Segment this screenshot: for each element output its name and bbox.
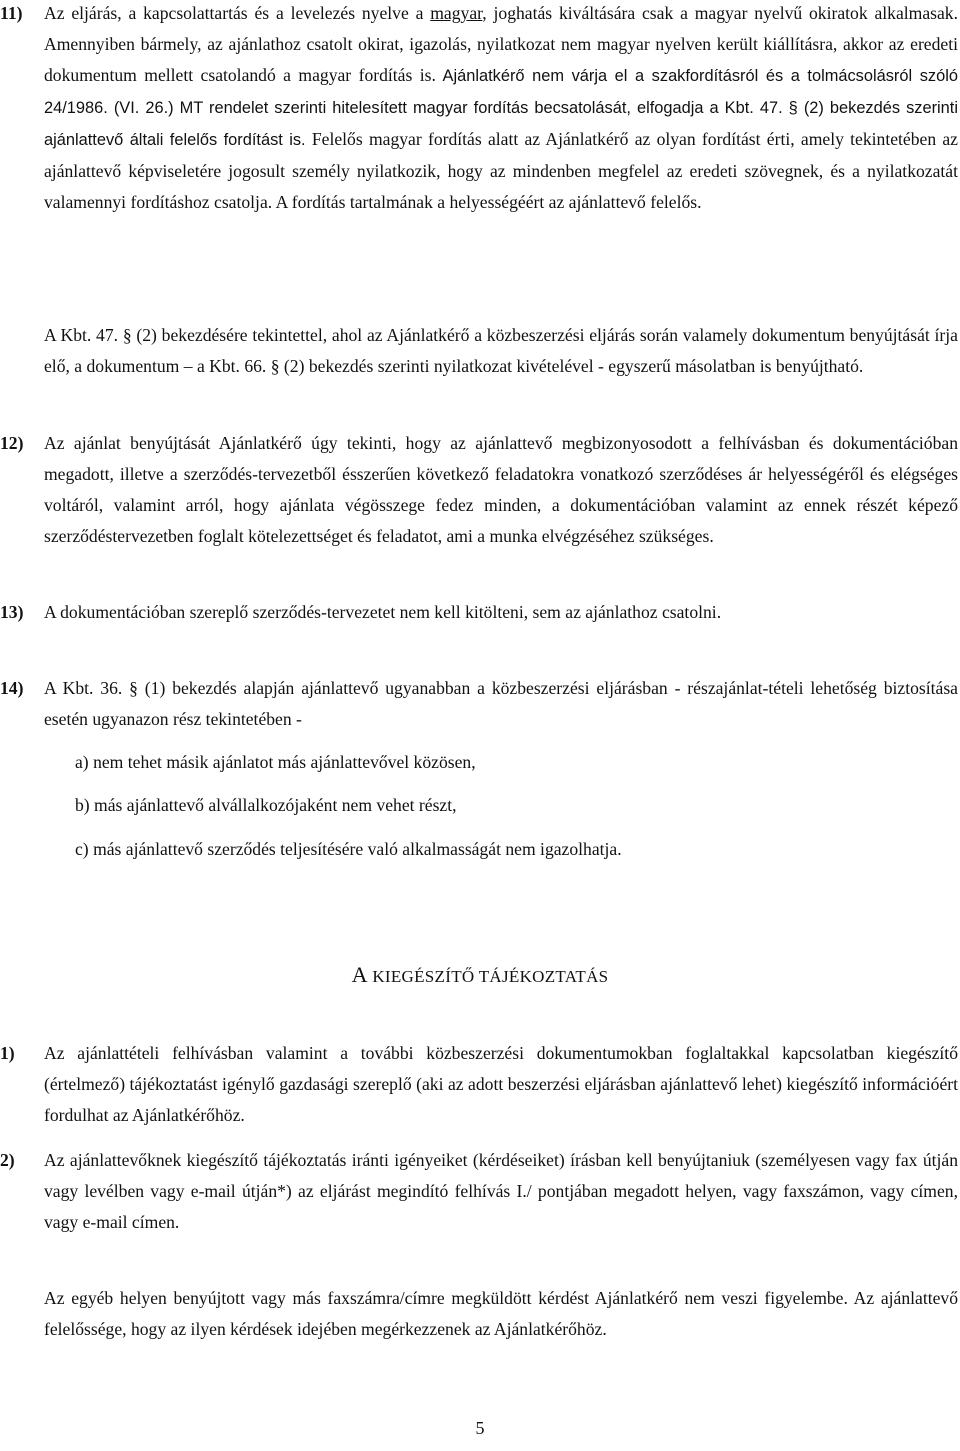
item-number: 1) (0, 1043, 15, 1063)
list-item-11 (0, 0, 958, 218)
list-item-14 (0, 673, 958, 735)
item-2-paragraph-2: Az egyéb helyen benyújtott vagy más faxszámra/címre megküldött kérdést Ajánlatkérő nem veszi figyelembe. Az ajánlattevő felelőssége, hogy az ilyen kérdések idejében megérkezzenek az Ajánlatkérőhöz. (44, 1288, 958, 1339)
sub-item-a: a) nem tehet másik ajánlatot más ajánlattevővel közösen, (75, 752, 476, 772)
section-heading: A KIEGÉSZÍTŐ TÁJÉKOZTATÁS (351, 962, 609, 987)
item-text: A Kbt. 36. § (1) bekezdés alapján ajánlattevő ugyanabban a közbeszerzési eljárásban - részajánlat-tételi lehetőség biztosítása esetén ugyanazon rész tekintetében - (44, 678, 958, 729)
list-item-12 (0, 428, 958, 552)
sub-item-c: c) más ajánlattevő szerződés teljesítésére való alkalmasságát nem igazolhatja. (75, 839, 622, 859)
list-item-1 (0, 1038, 958, 1131)
item-text: A dokumentációban szereplő szerződés-tervezetet nem kell kitölteni, sem az ajánlathoz csatolni. (44, 602, 722, 622)
item-number: 12) (0, 433, 24, 453)
item-number: 11) (0, 3, 23, 23)
list-item-13 (0, 597, 958, 628)
item-11-paragraph-2: A Kbt. 47. § (2) bekezdésére tekintettel, ahol az Ajánlatkérő a közbeszerzési eljárás során valamely dokumentum benyújtását írja elő, a dokumentum – a Kbt. 66. § (2) bekezdés szerinti nyilatkozat kivételével - egyszerű másolatban is benyújtható. (44, 325, 958, 376)
page-number: 5 (475, 1418, 485, 1438)
item-text: Az eljárás, a kapcsolattartás és a levelezés nyelve a magyar, joghatás kiváltására csak a magyar nyelvű okiratok alkalmasak. Amennyiben bármely, az ajánlathoz csatolt okirat, igazolás, nyilatkozat nem magyar nyelven került kiállításra, akkor az eredeti dokumentum mellett csatolandó a magyar fordítás is. Ajánlatkérő nem várja el a szakfordításról és a tolmácsolásról szóló 24/1986. (VI. 26.) MT rendelet szerinti hitelesített magyar fordítás becsatolását, elfogadja a Kbt. 47. § (2) bekezdés szerinti ajánlattevő általi felelős fordítást is. Felelős magyar fordítás alatt az Ajánlatkérő az olyan fordítást érti, amely tekintetében az ajánlattevő képviseletére jogosult személy nyilatkozik, hogy az mindenben megfelel az eredeti szövegnek, és a nyilatkozatát valamennyi fordításhoz csatolja. A fordítás tartalmának a helyességéért az ajánlattevő felelős. (44, 3, 958, 212)
item-number: 13) (0, 602, 24, 622)
item-text: Az ajánlattevőknek kiegészítő tájékoztatás iránti igényeiket (kérdéseiket) írásban kell benyújtaniuk (személyesen vagy fax útján vagy levélben vagy e-mail útján*) az eljárást megindító felhívás I./ pontjában megadott helyen, vagy faxszámon, vagy címen, vagy e-mail címen. (44, 1150, 958, 1232)
list-item-2 (0, 1145, 958, 1238)
item-number: 14) (0, 678, 24, 698)
item-number: 2) (0, 1150, 15, 1170)
item-text: Az ajánlattételi felhívásban valamint a további közbeszerzési dokumentumokban foglaltakkal kapcsolatban kiegészítő (értelmező) tájékoztatást igénylő gazdasági szereplő (aki az adott beszerzési eljárásban ajánlattevő lehet) kiegészítő információért fordulhat az Ajánlatkérőhöz. (44, 1043, 958, 1125)
sub-item-b: b) más ajánlattevő alvállalkozójaként nem vehet részt, (75, 795, 457, 815)
item-text: Az ajánlat benyújtását Ajánlatkérő úgy tekinti, hogy az ajánlattevő megbizonyosodott a felhívásban és dokumentációban megadott, illetve a szerződés-tervezetből ésszerűen következő feladatokra vonatkozó szerződéses ár helyességéről és elégséges voltáról, valamint arról, hogy ajánlata végösszege fedez minden, a dokumentációban valamint az ennek részét képező szerződéstervezetben foglalt kötelezettséget és feladatot, ami a munka elvégzéséhez szükséges. (44, 433, 958, 546)
